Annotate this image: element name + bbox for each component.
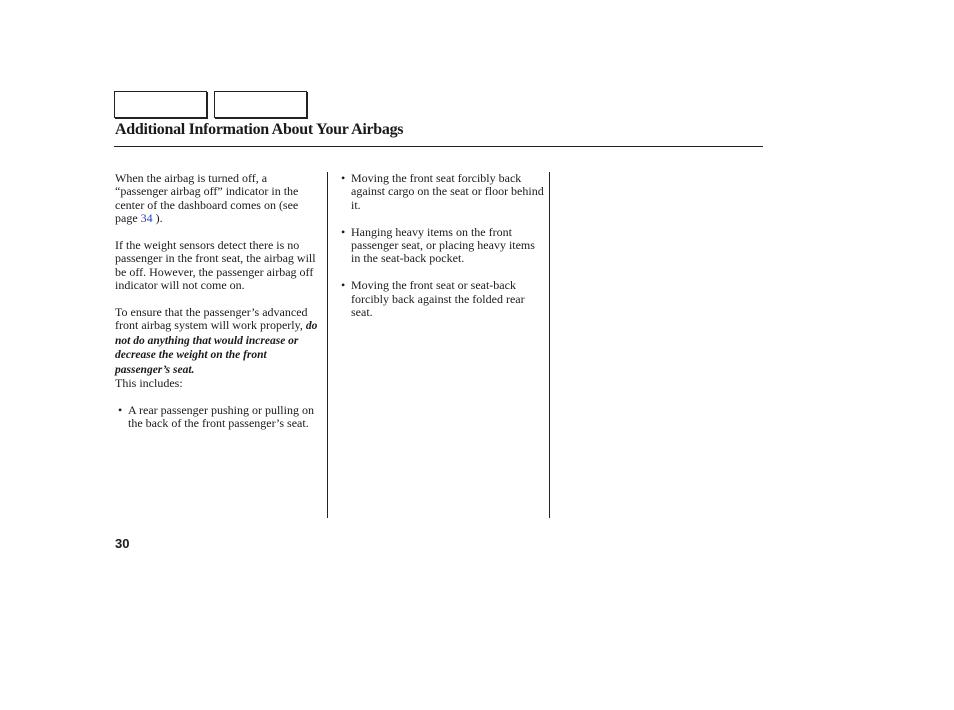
paragraph-airbag-off-indicator [115,172,320,226]
text-column-left [115,172,320,444]
list-item: • A rear passenger pushing or pulling on the back of the front passenger’s seat. [118,404,320,431]
column-divider [327,172,328,518]
paragraph-text: ). [152,211,163,226]
paragraph-text: This includes: [115,376,183,391]
paragraph-text: To ensure that the passenger’s advanced front airbag system will work properly, [115,305,308,333]
paragraph-ensure-proper-work [115,306,320,390]
warning-emphasis: do not do anything that would increase or decrease the weight on the front passenger’s seat. [115,320,318,376]
list-item: • Hanging heavy items on the front passenger seat, or placing heavy items in the seat-back pocket. [341,226,546,266]
title-underline [114,146,763,147]
nav-button-table-of-contents[interactable] [214,91,307,118]
list-item: • Moving the front seat forcibly back against cargo on the seat or floor behind it. [341,172,546,212]
nav-button-main-menu[interactable] [114,91,207,118]
paragraph-text: When the airbag is turned off, a “passenger airbag off” indicator in the center of the dashboard comes on (see page [115,171,299,226]
page-number: 30 [115,536,130,551]
page-34-link[interactable]: 34 [140,211,153,226]
paragraph-weight-sensors: If the weight sensors detect there is no passenger in the front seat, the airbag will be off. However, the passenger airbag off indicator will not come on. [115,238,316,293]
list-item: • Moving the front seat or seat-back forcibly back against the folded rear seat. [341,279,546,319]
column-divider [549,172,550,518]
section-title: Additional Information About Your Airbags [115,121,404,138]
text-column-middle [341,172,546,333]
